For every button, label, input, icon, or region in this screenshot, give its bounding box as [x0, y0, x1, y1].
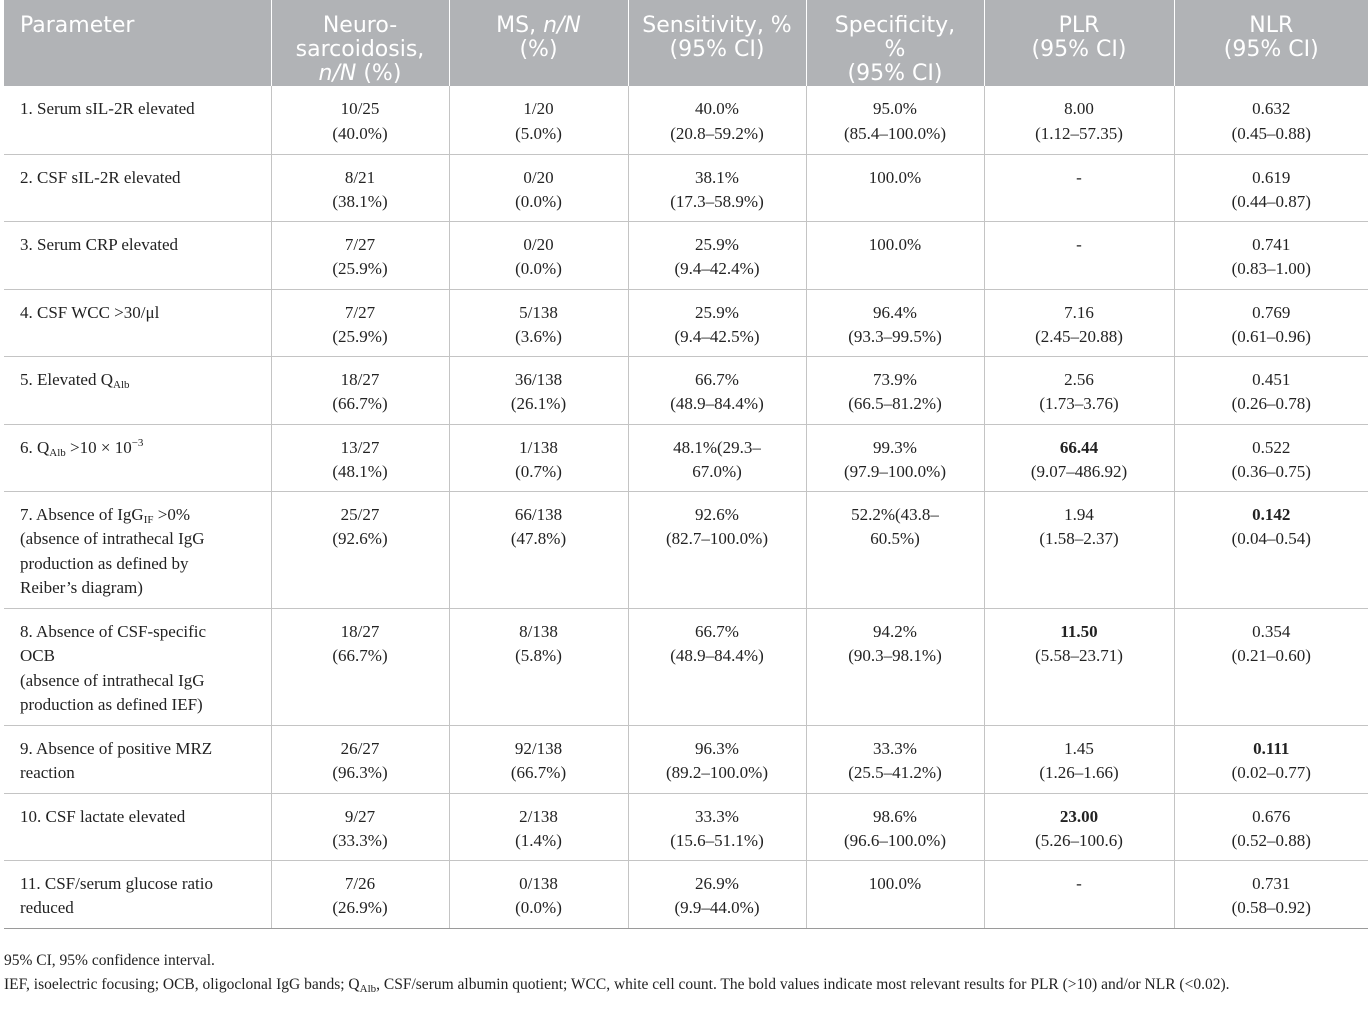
cell-plr: 66.44 (9.07–486.92)	[984, 424, 1174, 491]
cell-plr: 8.00 (1.12–57.35)	[984, 86, 1174, 154]
cell-plr: 2.56 (1.73–3.76)	[984, 356, 1174, 424]
table-row	[4, 289, 1368, 356]
cell-parameter: 1. Serum sIL-2R elevated	[4, 86, 271, 154]
cell-plr: 23.00 (5.26–100.6)	[984, 793, 1174, 860]
cell-sensitivity: 96.3% (89.2–100.0%)	[628, 725, 806, 793]
cell-neurosarcoidosis: 18/27 (66.7%)	[271, 608, 449, 725]
cell-plr: 1.94 (1.58–2.37)	[984, 491, 1174, 608]
cell-nlr: 0.142 (0.04–0.54)	[1174, 491, 1368, 608]
cell-sensitivity: 33.3% (15.6–51.1%)	[628, 793, 806, 860]
cell-specificity: 52.2%(43.8– 60.5%)	[806, 491, 984, 608]
table-row	[4, 793, 1368, 860]
cell-nlr: 0.522 (0.36–0.75)	[1174, 424, 1368, 491]
cell-neurosarcoidosis: 7/27 (25.9%)	[271, 289, 449, 356]
table-row	[4, 424, 1368, 491]
data-table	[4, 0, 1368, 929]
table-row	[4, 860, 1368, 928]
cell-neurosarcoidosis: 18/27 (66.7%)	[271, 356, 449, 424]
cell-sensitivity: 66.7% (48.9–84.4%)	[628, 608, 806, 725]
cell-specificity: 100.0%	[806, 860, 984, 928]
cell-neurosarcoidosis: 13/27 (48.1%)	[271, 424, 449, 491]
footnote-ci: 95% CI, 95% confidence interval.	[4, 952, 215, 969]
table-row	[4, 86, 1368, 154]
cell-specificity: 96.4% (93.3–99.5%)	[806, 289, 984, 356]
cell-nlr: 0.731 (0.58–0.92)	[1174, 860, 1368, 928]
table-row	[4, 725, 1368, 793]
header-neurosarcoidosis: Neuro-sarcoidosis, n/N (%)	[271, 0, 449, 86]
header-specificity: Specificity, % (95% CI)	[806, 0, 984, 86]
cell-parameter: 4. CSF WCC >30/μl	[4, 289, 271, 356]
cell-plr: 1.45 (1.26–1.66)	[984, 725, 1174, 793]
header-row	[4, 0, 1368, 86]
cell-specificity: 95.0% (85.4–100.0%)	[806, 86, 984, 154]
cell-parameter: 5. Elevated $Q_{Alb}$	[4, 356, 271, 424]
cell-ms: 1/138 (0.7%)	[449, 424, 628, 491]
cell-parameter: 9. Absence of positive MRZ reaction	[4, 725, 271, 793]
cell-nlr: 0.741 (0.83–1.00)	[1174, 221, 1368, 289]
table-row	[4, 221, 1368, 289]
cell-nlr: 0.676 (0.52–0.88)	[1174, 793, 1368, 860]
cell-ms: 5/138 (3.6%)	[449, 289, 628, 356]
cell-parameter: 2. CSF sIL-2R elevated	[4, 154, 271, 221]
cell-neurosarcoidosis: 7/26 (26.9%)	[271, 860, 449, 928]
cell-neurosarcoidosis: 8/21 (38.1%)	[271, 154, 449, 221]
table-row	[4, 491, 1368, 608]
cell-plr: -	[984, 154, 1174, 221]
cell-parameter: 7. Absence of IgG$_{IF}$ >0% (absence of intrathecal IgG production as defined by Reiber’s diagram)	[4, 491, 271, 608]
cell-plr: 7.16 (2.45–20.88)	[984, 289, 1174, 356]
cell-sensitivity: 38.1% (17.3–58.9%)	[628, 154, 806, 221]
table-row	[4, 608, 1368, 725]
cell-plr: 11.50 (5.58–23.71)	[984, 608, 1174, 725]
cell-sensitivity: 92.6% (82.7–100.0%)	[628, 491, 806, 608]
cell-specificity: 94.2% (90.3–98.1%)	[806, 608, 984, 725]
header-nlr: NLR (95% CI)	[1174, 0, 1368, 86]
cell-neurosarcoidosis: 7/27 (25.9%)	[271, 221, 449, 289]
cell-sensitivity: 25.9% (9.4–42.5%)	[628, 289, 806, 356]
cell-nlr: 0.354 (0.21–0.60)	[1174, 608, 1368, 725]
cell-nlr: 0.111 (0.02–0.77)	[1174, 725, 1368, 793]
cell-nlr: 0.619 (0.44–0.87)	[1174, 154, 1368, 221]
cell-parameter: 3. Serum CRP elevated	[4, 221, 271, 289]
header-plr: PLR (95% CI)	[984, 0, 1174, 86]
header-ms: MS, n/N (%)	[449, 0, 628, 86]
footnote-abbreviations: IEF, isoelectric focusing; OCB, oligoclonal IgG bands; $Q_{Alb}$, CSF/serum albumin quotient; WCC, white cell count. The bold values indicate most relevant results for PLR (>10) and/or NLR (<0.02).	[4, 976, 1230, 995]
cell-neurosarcoidosis: 26/27 (96.3%)	[271, 725, 449, 793]
cell-parameter: 6. $Q_{Alb} >10 \times 10^{-3}$	[4, 424, 271, 491]
cell-plr: -	[984, 860, 1174, 928]
cell-specificity: 33.3% (25.5–41.2%)	[806, 725, 984, 793]
cell-parameter: 8. Absence of CSF-specific OCB (absence of intrathecal IgG production as defined IEF)	[4, 608, 271, 725]
cell-sensitivity: 26.9% (9.9–44.0%)	[628, 860, 806, 928]
cell-specificity: 100.0%	[806, 221, 984, 289]
cell-specificity: 100.0%	[806, 154, 984, 221]
cell-sensitivity: 25.9% (9.4–42.4%)	[628, 221, 806, 289]
cell-ms: 2/138 (1.4%)	[449, 793, 628, 860]
cell-neurosarcoidosis: 10/25 (40.0%)	[271, 86, 449, 154]
cell-ms: 8/138 (5.8%)	[449, 608, 628, 725]
cell-parameter: 10. CSF lactate elevated	[4, 793, 271, 860]
cell-sensitivity: 40.0% (20.8–59.2%)	[628, 86, 806, 154]
table-row	[4, 154, 1368, 221]
cell-specificity: 73.9% (66.5–81.2%)	[806, 356, 984, 424]
cell-ms: 0/20 (0.0%)	[449, 154, 628, 221]
cell-nlr: 0.632 (0.45–0.88)	[1174, 86, 1368, 154]
cell-parameter: 11. CSF/serum glucose ratio reduced	[4, 860, 271, 928]
table-footnotes	[4, 949, 1354, 997]
cell-neurosarcoidosis: 25/27 (92.6%)	[271, 491, 449, 608]
cell-ms: 0/138 (0.0%)	[449, 860, 628, 928]
cell-specificity: 99.3% (97.9–100.0%)	[806, 424, 984, 491]
cell-nlr: 0.451 (0.26–0.78)	[1174, 356, 1368, 424]
cell-ms: 0/20 (0.0%)	[449, 221, 628, 289]
cell-sensitivity: 48.1%(29.3– 67.0%)	[628, 424, 806, 491]
cell-plr: -	[984, 221, 1174, 289]
header-parameter: Parameter	[4, 0, 271, 86]
cell-ms: 92/138 (66.7%)	[449, 725, 628, 793]
cell-ms: 36/138 (26.1%)	[449, 356, 628, 424]
cell-specificity: 98.6% (96.6–100.0%)	[806, 793, 984, 860]
cell-sensitivity: 66.7% (48.9–84.4%)	[628, 356, 806, 424]
cell-neurosarcoidosis: 9/27 (33.3%)	[271, 793, 449, 860]
cell-ms: 1/20 (5.0%)	[449, 86, 628, 154]
cell-ms: 66/138 (47.8%)	[449, 491, 628, 608]
header-sensitivity: Sensitivity, % (95% CI)	[628, 0, 806, 86]
table-row	[4, 356, 1368, 424]
cell-nlr: 0.769 (0.61–0.96)	[1174, 289, 1368, 356]
